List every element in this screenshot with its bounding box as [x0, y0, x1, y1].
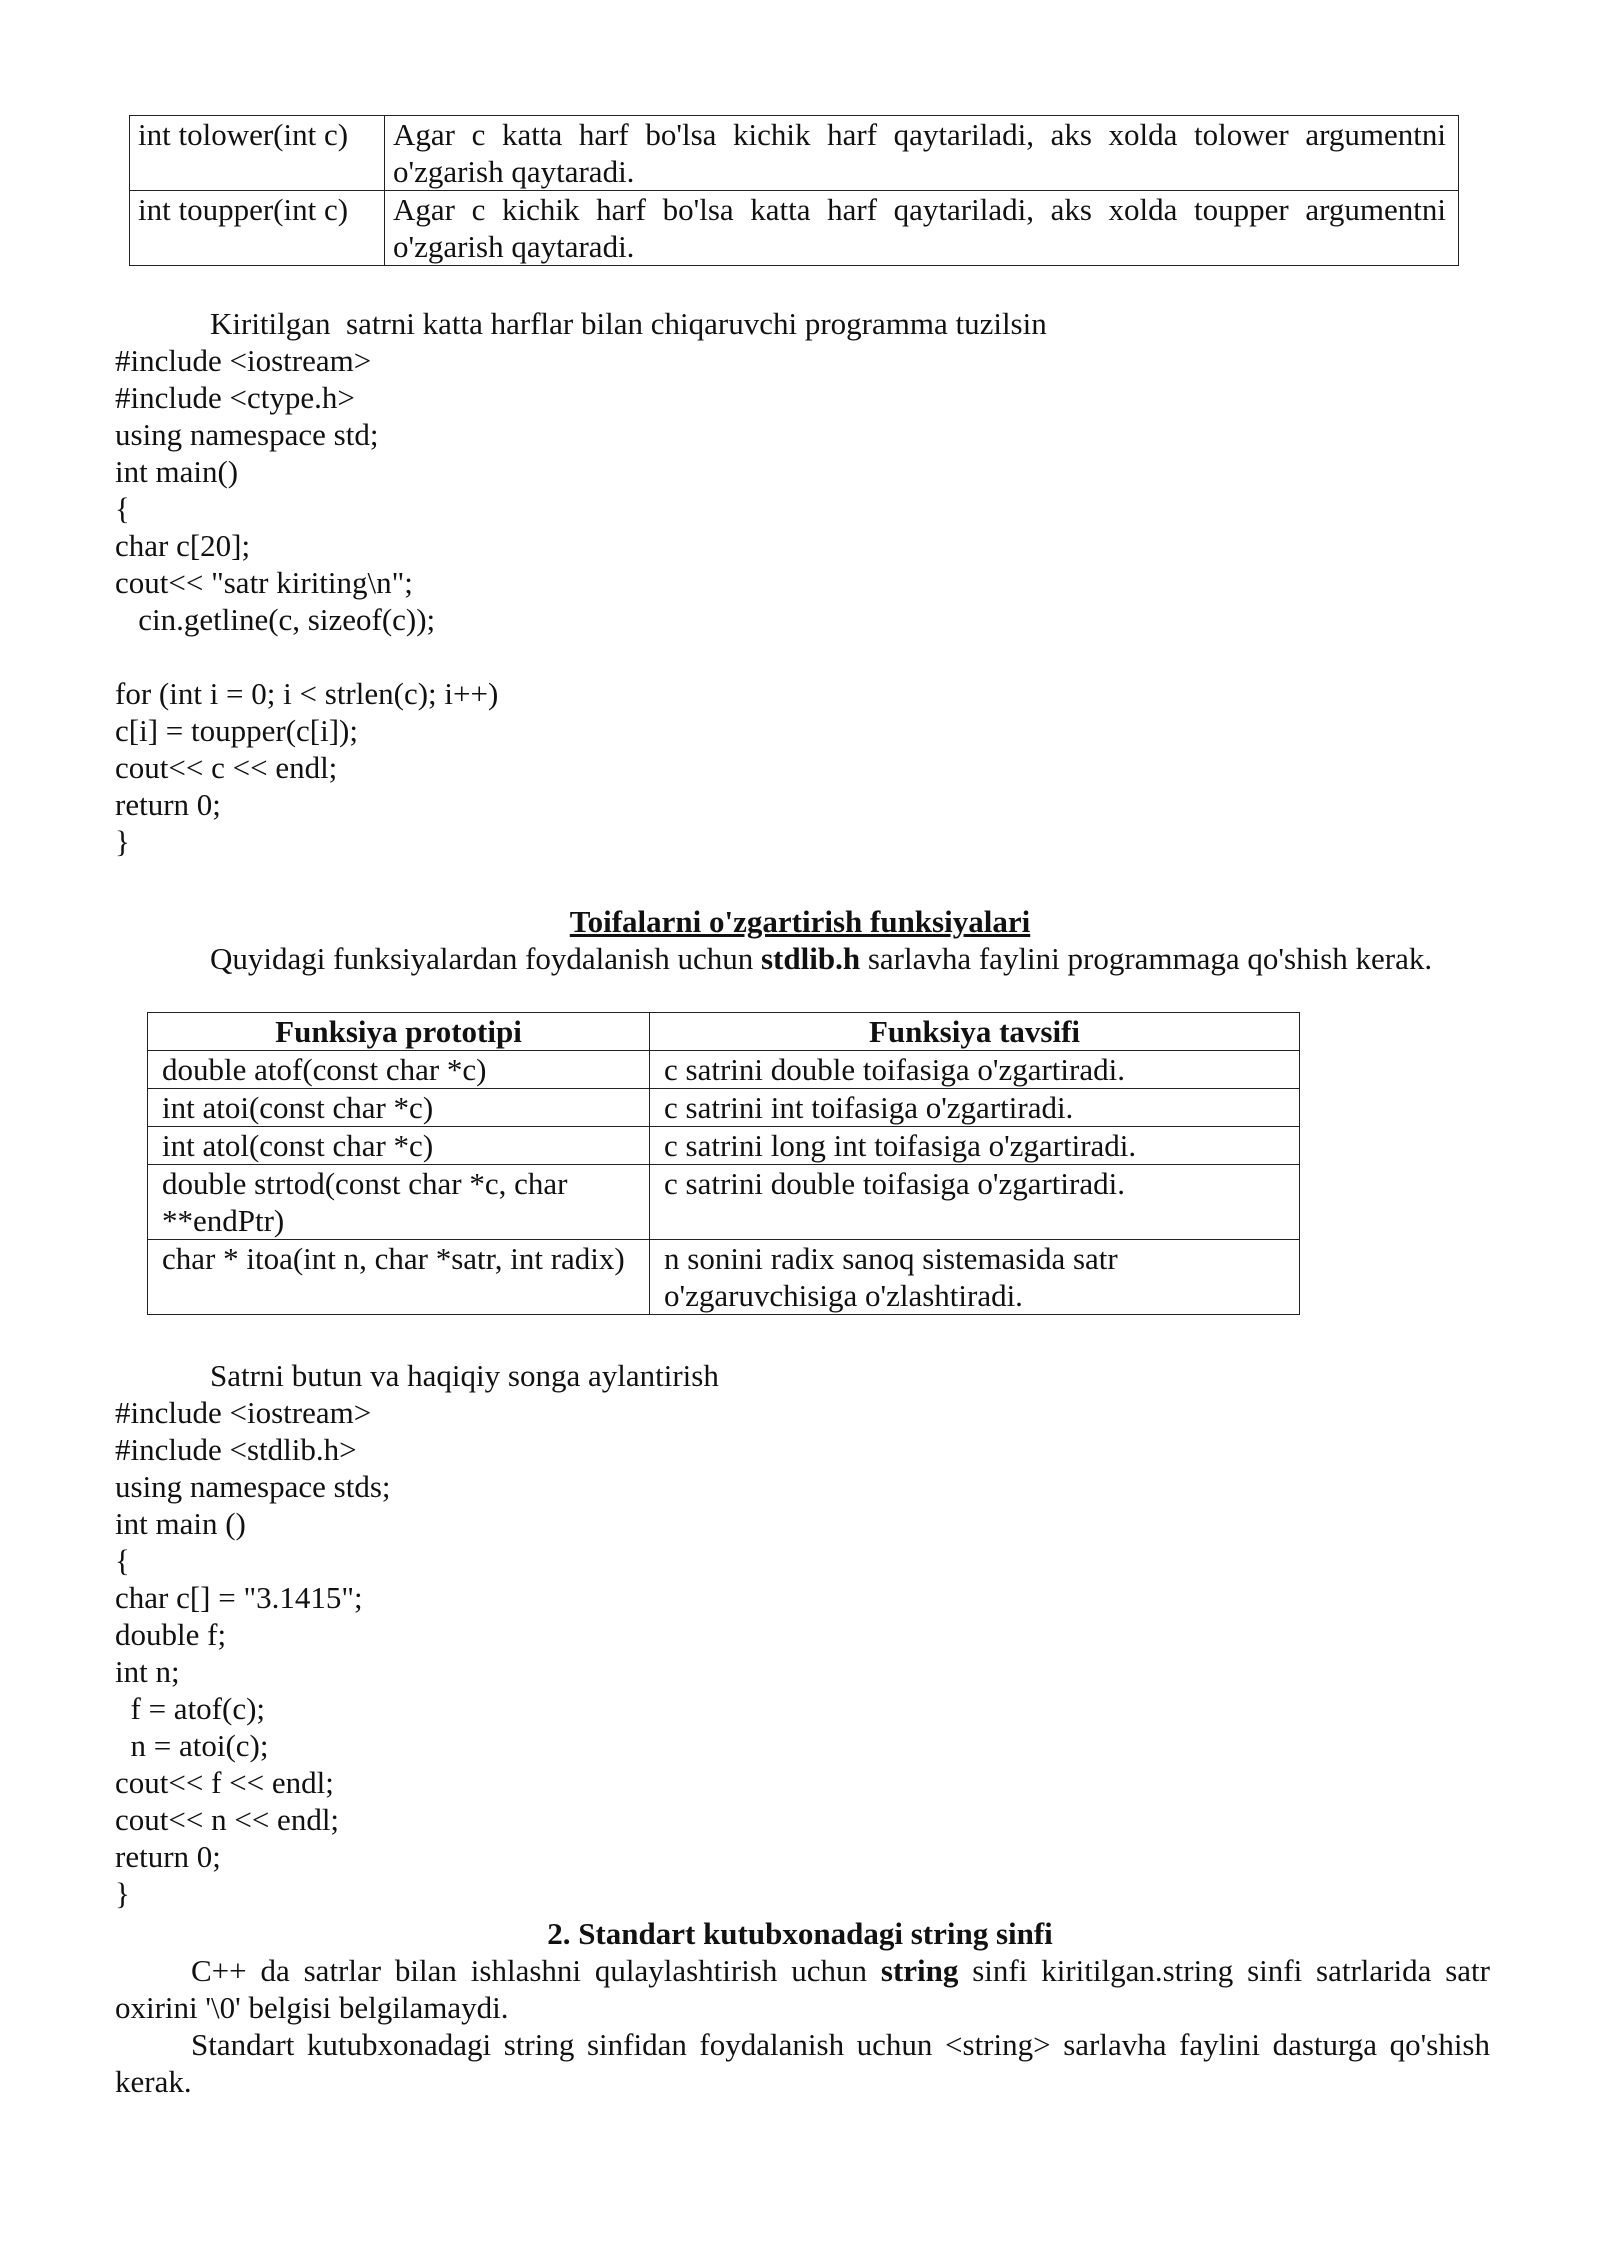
code-line: double f;: [115, 1617, 227, 1652]
table-header-row: [148, 1013, 1300, 1051]
table-header-description: Funksiya tavsifi: [650, 1013, 1300, 1051]
code-line: n = atoi(c);: [115, 1728, 269, 1763]
code-line: c[i] = toupper(c[i]);: [115, 713, 358, 748]
example-intro: Satrni butun va haqiqiy songa aylantirish: [210, 1358, 719, 1393]
table-cell-prototype: int toupper(int c): [130, 191, 385, 266]
table-row: [148, 1051, 1300, 1089]
code-line: {: [115, 1543, 130, 1578]
table-cell-prototype: char * itoa(int n, char *satr, int radix): [148, 1240, 650, 1315]
table-cell-prototype: int atol(const char *c): [148, 1127, 650, 1165]
code-line: return 0;: [115, 1839, 221, 1874]
table-cell-description: Agar c katta harf bo'lsa kichik harf qaytariladi, aks xolda tolower argumentni o'zgarish qaytaradi.: [385, 116, 1459, 191]
code-line: cout<< c << endl;: [115, 750, 338, 785]
table-cell-description: c satrini double toifasiga o'zgartiradi.: [650, 1165, 1300, 1240]
code-line: cout<< n << endl;: [115, 1802, 340, 1837]
table-header-prototype: Funksiya prototipi: [148, 1013, 650, 1051]
table-row: [130, 116, 1459, 191]
table-row: [148, 1127, 1300, 1165]
table-cell-prototype: int atoi(const char *c): [148, 1089, 650, 1127]
section-paragraph: [210, 940, 1432, 977]
paragraph-bold-text: string: [880, 1953, 959, 1988]
conversion-functions-table: [147, 1012, 1300, 1315]
paragraph-text: C++ da satrlar bilan ishlashni qulaylashtirish uchun: [191, 1953, 881, 1988]
code-line: int main(): [115, 454, 239, 489]
table-row: [148, 1240, 1300, 1315]
paragraph-bold-text: stdlib.h: [760, 941, 861, 976]
code-line: cin.getline(c, sizeof(c));: [115, 602, 436, 637]
table-cell-description: c satrini int toifasiga o'zgartiradi.: [650, 1089, 1300, 1127]
code-line: using namespace std;: [115, 417, 379, 452]
table-cell-description: c satrini double toifasiga o'zgartiradi.: [650, 1051, 1300, 1089]
table-cell-description: n sonini radix sanoq sistemasida satr o'zgaruvchisiga o'zlashtiradi.: [650, 1240, 1300, 1315]
code-line: int n;: [115, 1654, 180, 1689]
table-row: [148, 1089, 1300, 1127]
table-cell-prototype: int tolower(int c): [130, 116, 385, 191]
code-line: #include <iostream>: [115, 1395, 372, 1430]
section-heading: [0, 903, 1600, 940]
code-line: f = atof(c);: [115, 1691, 266, 1726]
code-line: }: [115, 824, 130, 859]
section-heading: 2. Standart kutubxonadagi string sinfi: [547, 1916, 1053, 1951]
section-heading-text: Toifalarni o'zgartirish funksiyalari: [569, 904, 1031, 939]
code-line: #include <iostream>: [115, 343, 372, 378]
paragraph-text: sarlavha faylini programmaga qo'shish kerak.: [860, 941, 1433, 976]
table-cell-prototype: double strtod(const char *c, char **endPtr): [148, 1165, 650, 1240]
paragraph-text: Quyidagi funksiyalardan foydalanish uchun: [210, 941, 761, 976]
table-cell-prototype: double atof(const char *c): [148, 1051, 650, 1089]
code-line: }: [115, 1876, 130, 1911]
table-row: [130, 191, 1459, 266]
char-functions-table: [129, 115, 1459, 266]
code-line: #include <stdlib.h>: [115, 1432, 357, 1467]
code-line: {: [115, 491, 130, 526]
code-line: cout<< "satr kiriting\n";: [115, 565, 413, 600]
table-cell-description: Agar c kichik harf bo'lsa katta harf qaytariladi, aks xolda toupper argumentni o'zgarish qaytaradi.: [385, 191, 1459, 266]
code-line: int main (): [115, 1506, 246, 1541]
code-line: using namespace stds;: [115, 1469, 391, 1504]
section-paragraph: Standart kutubxonadagi string sinfidan foydalanish uchun <string> sarlavha faylini dasturga qo'shish kerak.: [115, 2027, 1490, 2099]
section-paragraph: [115, 1952, 1490, 2026]
table-cell-description: c satrini long int toifasiga o'zgartiradi.: [650, 1127, 1300, 1165]
table-row: [148, 1165, 1300, 1240]
code-line: cout<< f << endl;: [115, 1765, 334, 1800]
paragraph-text: sinfi kiritilgan.string sinfi satrlarida satr oxirini '\0' belgisi belgilamaydi.: [115, 1953, 1490, 2025]
code-line: #include <ctype.h>: [115, 380, 355, 415]
code-line: return 0;: [115, 787, 221, 822]
code-line: char c[20];: [115, 528, 251, 563]
code-line: char c[] = "3.1415";: [115, 1580, 363, 1615]
example-intro: Kiritilgan satrni katta harflar bilan chiqaruvchi programma tuzilsin: [210, 306, 1047, 341]
code-line: for (int i = 0; i < strlen(c); i++): [115, 676, 499, 711]
